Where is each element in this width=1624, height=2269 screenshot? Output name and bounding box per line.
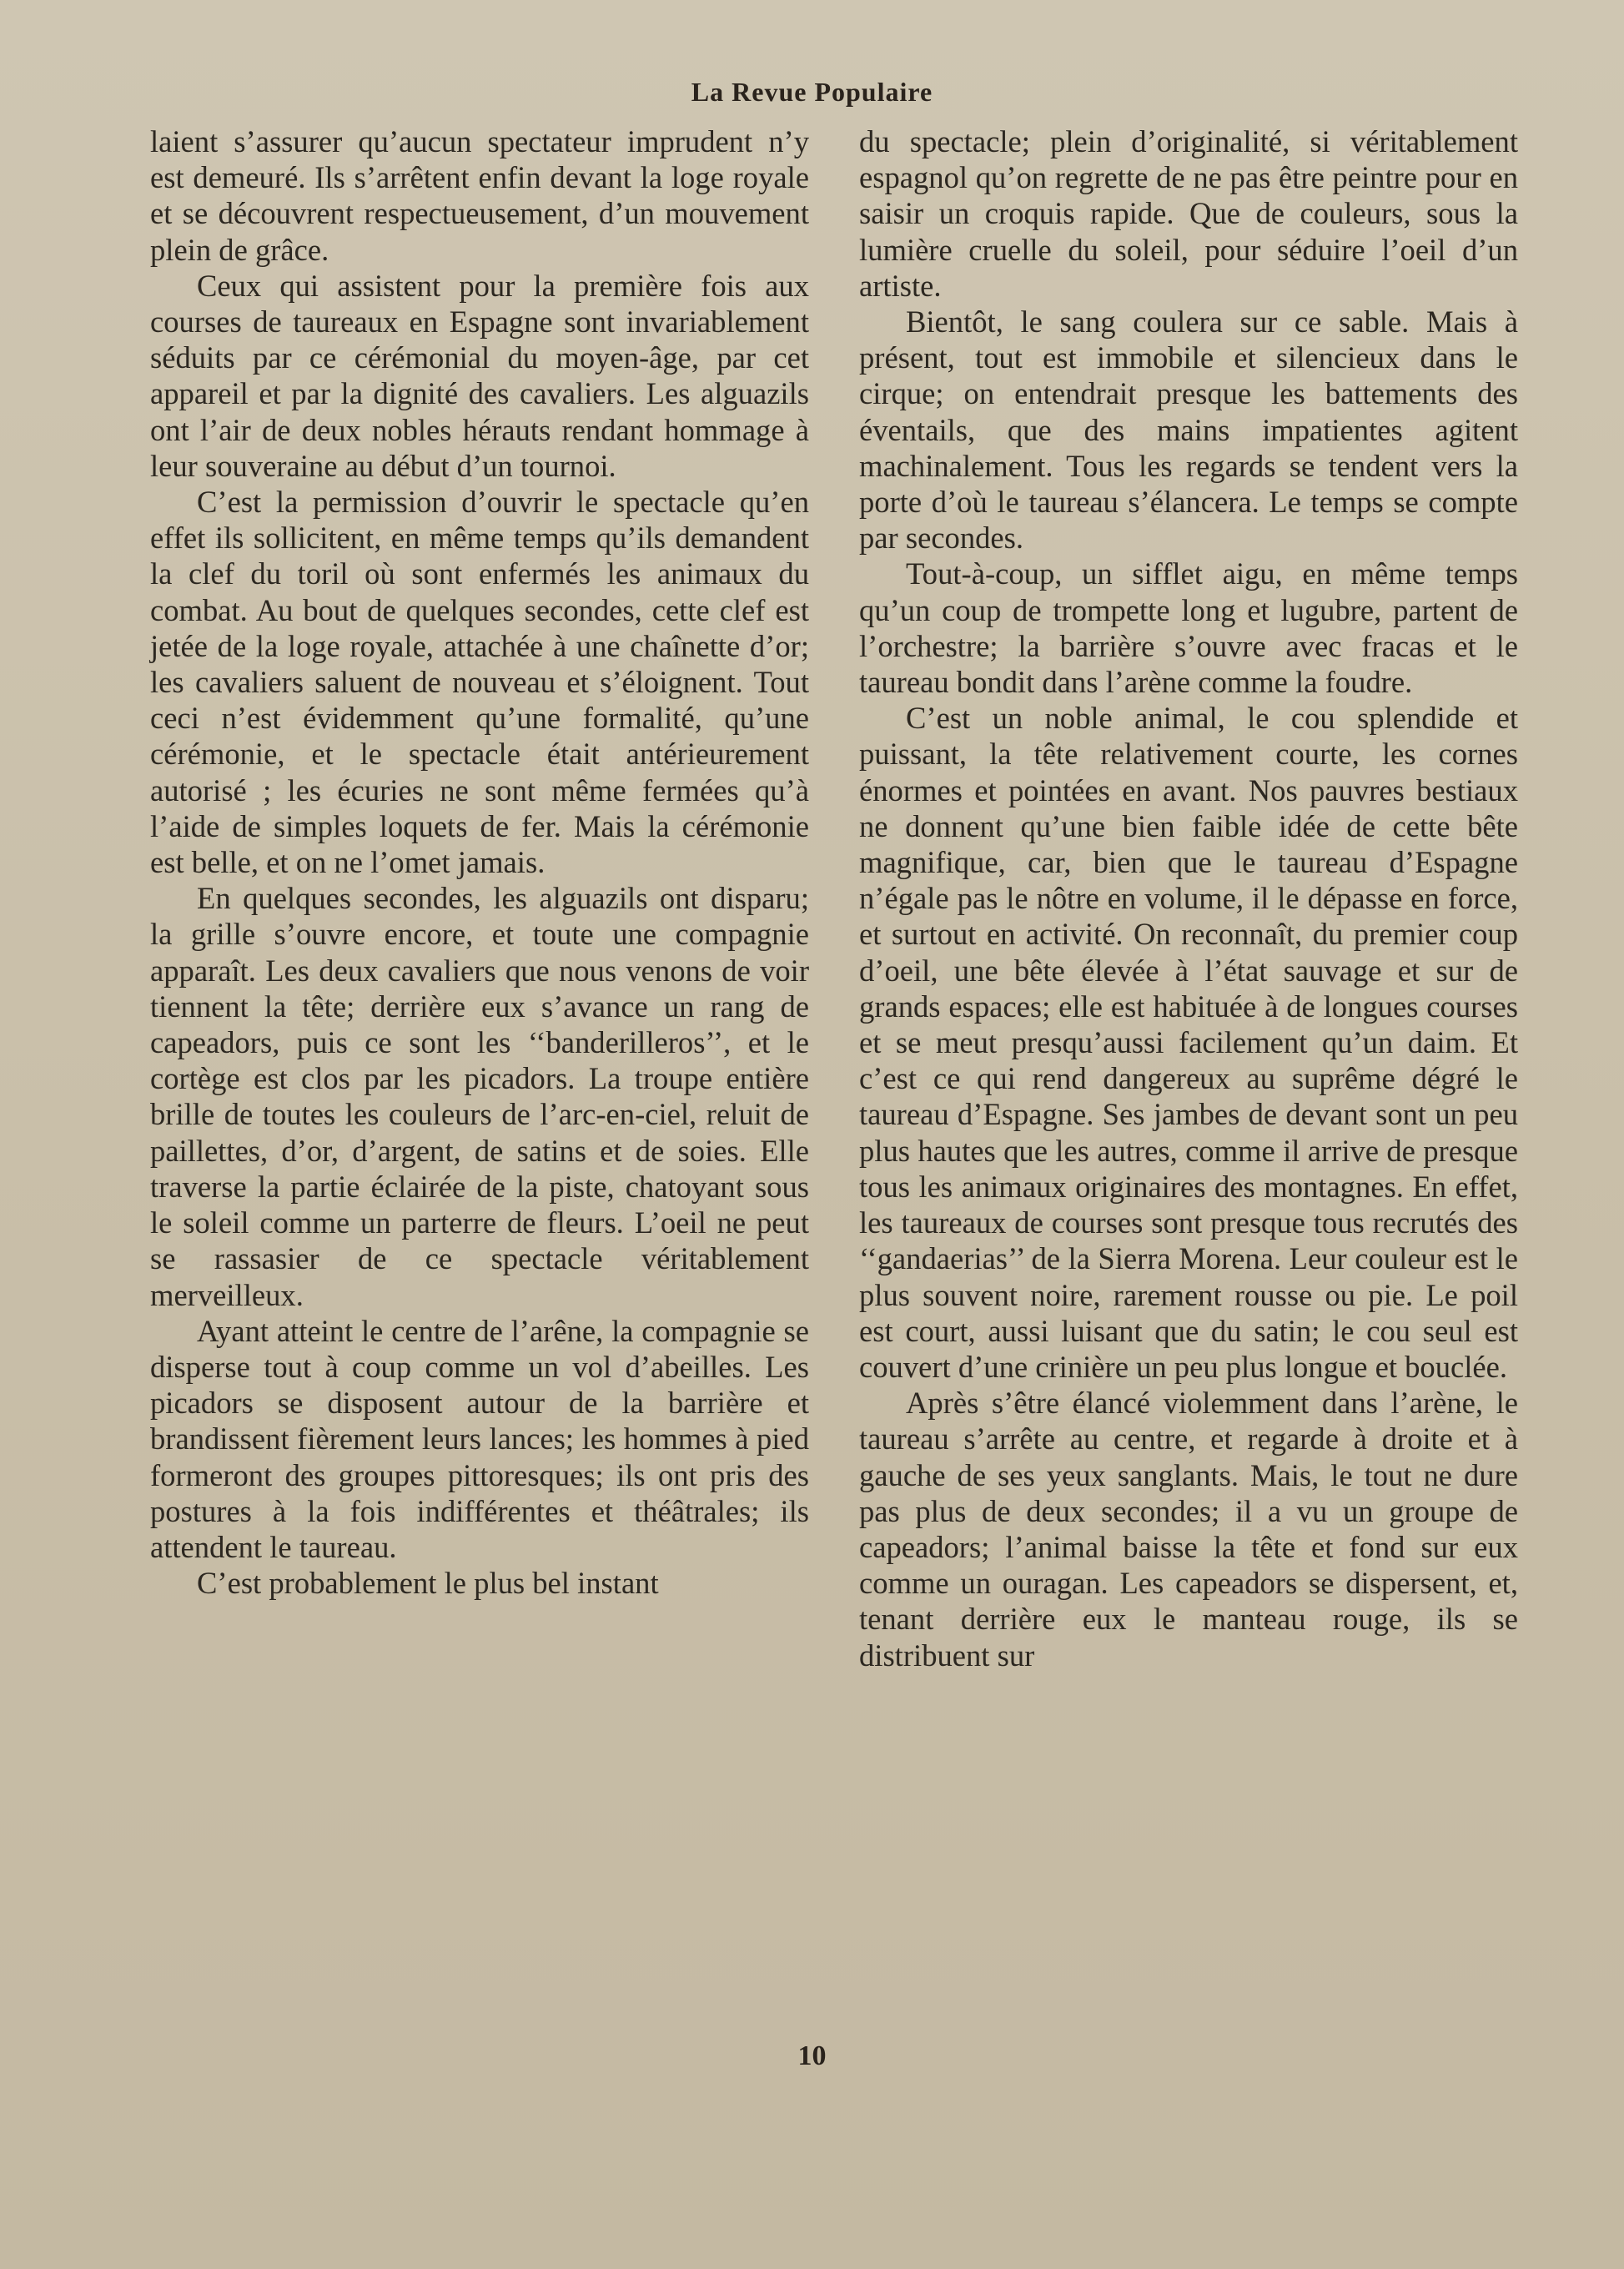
paragraph: En quelques secondes, les alguazils ont disparu; la grille s’ouvre encore, et toute une compagnie apparaît. Les deux cavaliers que nous venons de voir tiennent la tête; derrière eux s’avance un rang de capeadors, puis ce sont les ‘‘banderilleros’’, et le cortège est clos par les picadors. La troupe entière brille de toutes les couleurs de l’arc-en-ciel, reluit de paillettes, d’or, d’argent, de satins et de soies. Elle traverse la partie éclairée de la piste, chatoyant sous le soleil comme un parterre de fleurs. L’oeil ne peut se rassasier de ce spectacle véritablement merveilleux.	[150, 881, 809, 1312]
paragraph: C’est un noble animal, le cou splendide et puissant, la tête relativement courte, les cornes énormes et pointées en avant. Nos pauvres bestiaux ne donnent qu’une bien faible idée de cette bête magnifique, car, bien que le taureau d’Espagne n’égale pas le nôtre en volume, il le dépasse en force, et surtout en activité. On reconnaît, du premier coup d’oeil, une bête élevée à l’état sauvage et sur de grands espaces; elle est habituée à de longues courses et se meut presqu’aussi facilement qu’un daim. Et c’est ce qui rend dangereux au suprême dégré le taureau d’Espagne. Ses jambes de devant sont un peu plus hautes que les autres, comme il arrive de presque tous les animaux originaires des montagnes. En effet, les taureaux de courses sont presque tous recrutés des ‘‘gandaerias’’ de la Sierra Morena. Leur couleur est le plus souvent noire, rarement rousse ou pie. Le poil est court, aussi luisant que du satin; le cou seul est couvert d’une crinière un peu plus longue et bouclée.	[859, 701, 1518, 1384]
paragraph: C’est la permission d’ouvrir le spectacle qu’en effet ils sollicitent, en même temps qu’ils demandent la clef du toril où sont enfermés les animaux du combat. Au bout de quelques secondes, cette clef est jetée de la loge royale, attachée à une chaînette d’or; les cavaliers saluent de nouveau et s’éloignent. Tout ceci n’est évidemment qu’une formalité, qu’une cérémonie, et le spectacle était antérieurement autorisé ; les écuries ne sont même fermées qu’à l’aide de simples loquets de fer. Mais la cérémonie est belle, et on ne l’omet jamais.	[150, 485, 809, 880]
page-number: 10	[797, 2040, 827, 2071]
running-header: La Revue Populaire	[691, 77, 933, 107]
paragraph: du spectacle; plein d’originalité, si véritablement espagnol qu’on regrette de ne pas être peintre pour en saisir un croquis rapide. Que de couleurs, sous la lumière cruelle du soleil, pour séduire l’oeil d’un artiste.	[859, 124, 1518, 303]
paragraph: Ayant atteint le centre de l’arêne, la compagnie se disperse tout à coup comme un vol d’abeilles. Les picadors se disposent autour de la barrière et brandissent fièrement leurs lances; les hommes à pied formeront des groupes pittoresques; ils ont pris des postures à la fois indifférentes et théâtrales; ils attendent le taureau.	[150, 1313, 809, 1564]
paragraph: Après s’être élancé violemment dans l’arène, le taureau s’arrête au centre, et regarde à droite et à gauche de ses yeux sanglants. Mais, le tout ne dure pas plus de deux secondes; il a vu un groupe de capeadors; l’animal baisse la tête et fond sur eux comme un ouragan. Les capeadors se dispersent, et, tenant derrière eux le manteau rouge, ils se distribuent sur	[859, 1386, 1518, 1673]
paragraph: C’est probablement le plus bel instant	[197, 1566, 659, 1601]
paragraph: Ceux qui assistent pour la première fois aux courses de taureaux en Espagne sont invariablement séduits par ce cérémonial du moyen-âge, par cet appareil et par la dignité des cavaliers. Les alguazils ont l’air de deux nobles hérauts rendant hommage à leur souveraine au début d’un tournoi.	[150, 268, 809, 483]
paragraph: laient s’assurer qu’aucun spectateur imprudent n’y est demeuré. Ils s’arrêtent enfin devant la loge royale et se découvrent respectueusement, d’un mouvement plein de grâce.	[150, 124, 809, 267]
right-column	[859, 123, 1518, 1673]
paragraph: Tout-à-coup, un sifflet aigu, en même temps qu’un coup de trompette long et lugubre, partent de l’orchestre; la barrière s’ouvre avec fracas et le taureau bondit dans l’arène comme la foudre.	[859, 556, 1518, 700]
left-column	[150, 123, 809, 1601]
paragraph: Bientôt, le sang coulera sur ce sable. Mais à présent, tout est immobile et silencieux dans le cirque; on entendrait presque les battements des éventails, que des mains impatientes agitent machinalement. Tous les regards se tendent vers la porte d’où le taureau s’élancera. Le temps se compte par secondes.	[859, 304, 1518, 556]
